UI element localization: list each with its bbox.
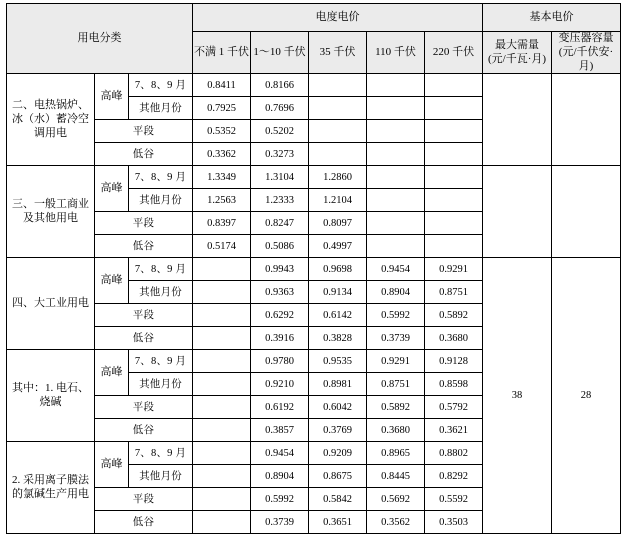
- header-col-under-1kv: 不满 1 千伏: [193, 32, 251, 74]
- price-cell: [193, 327, 251, 350]
- transformer-capacity-cell: [552, 166, 621, 258]
- category-cell-large-industry: 四、大工业用电: [7, 258, 95, 350]
- price-cell: [193, 281, 251, 304]
- period-label: 其他月份: [129, 97, 193, 120]
- period-label: 平段: [95, 304, 193, 327]
- price-cell: [193, 419, 251, 442]
- price-cell: 1.3104: [251, 166, 309, 189]
- price-cell: 0.3739: [367, 327, 425, 350]
- category-cell-ion-membrane-chloralkali: 2. 采用离子膜法的氯碱生产用电: [7, 442, 95, 534]
- price-cell: 0.6292: [251, 304, 309, 327]
- price-cell: 1.2104: [309, 189, 367, 212]
- period-label: 7、8、9 月: [129, 350, 193, 373]
- peak-label: 高峰: [95, 74, 129, 120]
- price-cell: 0.8675: [309, 465, 367, 488]
- price-cell: [367, 212, 425, 235]
- price-cell: 0.8445: [367, 465, 425, 488]
- header-col-max-demand: [483, 32, 552, 74]
- header-col-1-10kv: 1～10 千伏: [251, 32, 309, 74]
- price-cell: 0.5352: [193, 120, 251, 143]
- price-cell: 0.9535: [309, 350, 367, 373]
- period-label: 低谷: [95, 143, 193, 166]
- price-cell: 0.9780: [251, 350, 309, 373]
- header-max-demand-line2: (元/千瓦·月): [487, 52, 547, 65]
- period-label: 平段: [95, 212, 193, 235]
- price-cell: 0.8981: [309, 373, 367, 396]
- price-cell: 0.8292: [425, 465, 483, 488]
- price-cell: [309, 143, 367, 166]
- price-cell: 1.2860: [309, 166, 367, 189]
- price-cell: [425, 120, 483, 143]
- price-cell: 0.7696: [251, 97, 309, 120]
- price-cell: 0.6142: [309, 304, 367, 327]
- price-cell: 0.3562: [367, 511, 425, 534]
- price-cell: 0.9291: [425, 258, 483, 281]
- price-cell: 0.5892: [425, 304, 483, 327]
- price-cell: 0.3362: [193, 143, 251, 166]
- period-label: 低谷: [95, 235, 193, 258]
- price-cell: 1.3349: [193, 166, 251, 189]
- price-cell: [193, 304, 251, 327]
- price-cell: [367, 143, 425, 166]
- price-cell: [193, 488, 251, 511]
- price-cell: 0.9134: [309, 281, 367, 304]
- price-cell: [367, 166, 425, 189]
- price-cell: 0.8802: [425, 442, 483, 465]
- price-cell: 0.3828: [309, 327, 367, 350]
- max-demand-cell: [483, 74, 552, 166]
- price-cell: [425, 235, 483, 258]
- price-cell: 0.8411: [193, 74, 251, 97]
- peak-label: 高峰: [95, 258, 129, 304]
- header-max-demand-line1: 最大需量: [495, 38, 539, 51]
- header-col-35kv: 35 千伏: [309, 32, 367, 74]
- period-label: 低谷: [95, 327, 193, 350]
- price-cell: 0.3621: [425, 419, 483, 442]
- table-body: [7, 74, 621, 534]
- price-cell: 0.9698: [309, 258, 367, 281]
- price-cell: [309, 97, 367, 120]
- price-cell: [193, 465, 251, 488]
- price-cell: 0.5086: [251, 235, 309, 258]
- price-cell: [425, 97, 483, 120]
- max-demand-cell: [483, 166, 552, 258]
- header-transformer-line1: 变压器容量: [558, 32, 614, 44]
- price-cell: 0.3857: [251, 419, 309, 442]
- price-cell: [425, 212, 483, 235]
- period-label: 平段: [95, 396, 193, 419]
- price-cell: 0.5202: [251, 120, 309, 143]
- period-label: 其他月份: [129, 373, 193, 396]
- price-cell: 1.2333: [251, 189, 309, 212]
- price-cell: 0.5592: [425, 488, 483, 511]
- price-cell: 0.3769: [309, 419, 367, 442]
- price-cell: 0.4997: [309, 235, 367, 258]
- period-label: 7、8、9 月: [129, 166, 193, 189]
- transformer-capacity-cell: 28: [552, 258, 621, 534]
- peak-label: 高峰: [95, 166, 129, 212]
- price-cell: 0.9454: [251, 442, 309, 465]
- header-energy-price-group: 电度电价: [193, 4, 483, 32]
- price-cell: [425, 143, 483, 166]
- peak-label: 高峰: [95, 442, 129, 488]
- category-cell-carbide-caustic: 其中：1. 电石、烧碱: [7, 350, 95, 442]
- header-category: 用电分类: [7, 4, 193, 74]
- price-cell: 0.5792: [425, 396, 483, 419]
- price-cell: 0.9210: [251, 373, 309, 396]
- header-col-220kv: 220 千伏: [425, 32, 483, 74]
- electricity-price-table: [6, 3, 621, 534]
- price-cell: 0.8904: [251, 465, 309, 488]
- price-cell: 0.8751: [367, 373, 425, 396]
- price-cell: 0.5992: [251, 488, 309, 511]
- price-cell: [425, 74, 483, 97]
- price-cell: 0.9363: [251, 281, 309, 304]
- price-cell: 0.3273: [251, 143, 309, 166]
- price-cell: [309, 120, 367, 143]
- price-cell: [367, 120, 425, 143]
- price-cell: 0.7925: [193, 97, 251, 120]
- price-cell: 0.9209: [309, 442, 367, 465]
- period-label: 低谷: [95, 419, 193, 442]
- category-cell-boiler: 二、电热锅炉、冰（水）蓄冷空调用电: [7, 74, 95, 166]
- price-cell: 0.3503: [425, 511, 483, 534]
- table-header: [7, 4, 621, 74]
- period-label: 7、8、9 月: [129, 74, 193, 97]
- period-label: 其他月份: [129, 281, 193, 304]
- price-cell: 0.3680: [367, 419, 425, 442]
- header-row-top: [7, 4, 621, 32]
- price-cell: 0.9291: [367, 350, 425, 373]
- price-cell: [367, 97, 425, 120]
- price-cell: 0.5692: [367, 488, 425, 511]
- price-cell: 0.8965: [367, 442, 425, 465]
- price-cell: 0.8247: [251, 212, 309, 235]
- price-cell: 0.3680: [425, 327, 483, 350]
- period-label: 平段: [95, 488, 193, 511]
- header-col-110kv: 110 千伏: [367, 32, 425, 74]
- price-cell: 0.9128: [425, 350, 483, 373]
- price-cell: 0.8751: [425, 281, 483, 304]
- category-cell-general-commercial: 三、一般工商业及其他用电: [7, 166, 95, 258]
- period-label: 7、8、9 月: [129, 442, 193, 465]
- header-transformer-line2: (元/千伏安·月): [558, 45, 614, 72]
- table-row: [7, 258, 621, 281]
- price-cell: 1.2563: [193, 189, 251, 212]
- price-cell: 0.5892: [367, 396, 425, 419]
- price-cell: [193, 511, 251, 534]
- price-cell: 0.5842: [309, 488, 367, 511]
- price-cell: 0.8097: [309, 212, 367, 235]
- price-cell: 0.6192: [251, 396, 309, 419]
- price-cell: [367, 74, 425, 97]
- transformer-capacity-cell: [552, 74, 621, 166]
- period-label: 7、8、9 月: [129, 258, 193, 281]
- price-cell: 0.9454: [367, 258, 425, 281]
- price-cell: [193, 442, 251, 465]
- period-label: 其他月份: [129, 465, 193, 488]
- period-label: 低谷: [95, 511, 193, 534]
- price-cell: [367, 235, 425, 258]
- price-cell: [193, 373, 251, 396]
- price-cell: 0.6042: [309, 396, 367, 419]
- price-cell: [309, 74, 367, 97]
- price-cell: [425, 166, 483, 189]
- period-label: 其他月份: [129, 189, 193, 212]
- price-cell: 0.3739: [251, 511, 309, 534]
- price-cell: [193, 258, 251, 281]
- price-cell: 0.8397: [193, 212, 251, 235]
- period-label: 平段: [95, 120, 193, 143]
- price-cell: 0.5992: [367, 304, 425, 327]
- price-cell: 0.8166: [251, 74, 309, 97]
- price-cell: 0.5174: [193, 235, 251, 258]
- table-row: [7, 166, 621, 189]
- header-basic-price-group: 基本电价: [483, 4, 621, 32]
- price-cell: 0.8598: [425, 373, 483, 396]
- header-col-transformer-capacity: [552, 32, 621, 74]
- price-cell: [193, 396, 251, 419]
- price-cell: [367, 189, 425, 212]
- price-cell: 0.8904: [367, 281, 425, 304]
- table-row: [7, 74, 621, 97]
- price-cell: 0.9943: [251, 258, 309, 281]
- price-cell: 0.3651: [309, 511, 367, 534]
- price-cell: [425, 189, 483, 212]
- peak-label: 高峰: [95, 350, 129, 396]
- price-cell: 0.3916: [251, 327, 309, 350]
- price-cell: [193, 350, 251, 373]
- max-demand-cell: 38: [483, 258, 552, 534]
- table-page: [0, 3, 626, 528]
